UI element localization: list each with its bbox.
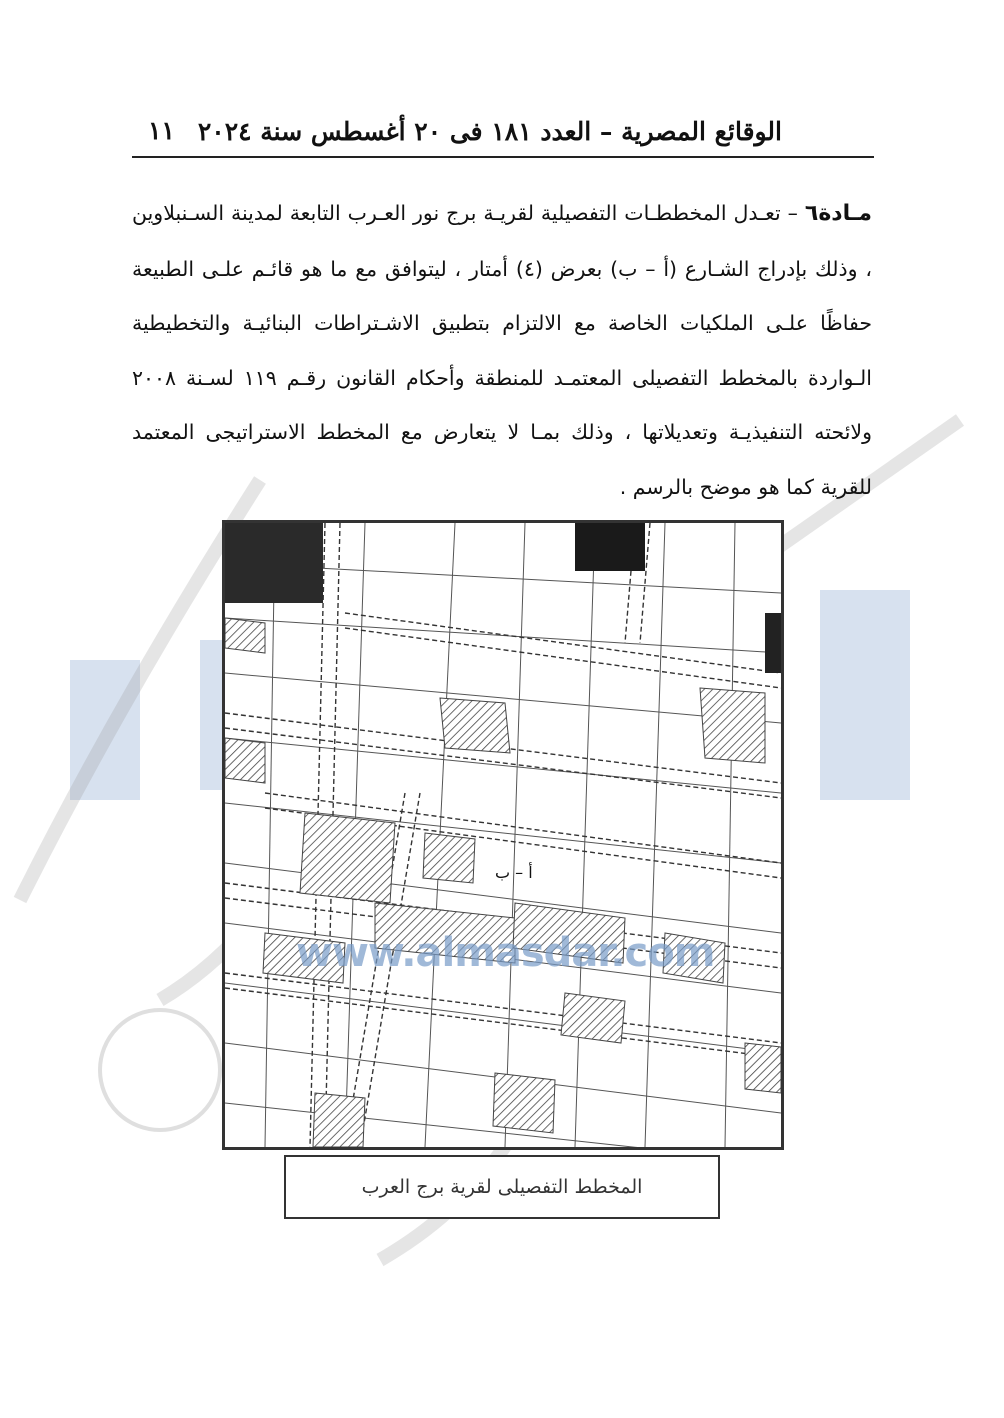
header-divider xyxy=(132,156,874,158)
page-header xyxy=(132,108,874,154)
site-plan-drawing xyxy=(225,523,781,1147)
page-number: ١١ xyxy=(148,116,175,145)
article-paragraph xyxy=(132,186,872,514)
street-label: أ – ب xyxy=(495,863,533,882)
article-label: مـادة٦ xyxy=(804,201,872,226)
gazette-title: الوقائع المصرية – العدد ١٨١ فى ٢٠ أغسطس سنة ٢٠٢٤ xyxy=(197,116,782,146)
watermark-url: www.almasdar.com xyxy=(296,930,715,976)
article-text: – تعـدل المخططـات التفصيلية لقريـة برج نور العـرب التابعة لمدينة السـنبلاوين ، وذلك بإدراج الشـارع (أ – ب) بعرض (٤) أمتار ، ليتوافق مع ما هو قائـم علـى الطبيعة حفاظًا علـى الملكيات الخاصة مع الالتزام بتطبيق الاشـتراطات البنائيـة والتخطيطية الـواردة بالمخطط التفصيلى المعتمـد للمنطقة وأحكام القانون رقـم ١١٩ لسـنة ٢٠٠٨ ولائحته التنفيذيـة وتعديلاتها ، وذلك بمـا لا يتعارض مع المخطط الاستراتيجى المعتمد للقرية كما هو موضح بالرسم . xyxy=(132,201,872,499)
map-caption xyxy=(284,1155,720,1219)
site-plan-map xyxy=(222,520,784,1150)
map-caption-text: المخطط التفصيلى لقرية برج العرب xyxy=(361,1176,643,1198)
